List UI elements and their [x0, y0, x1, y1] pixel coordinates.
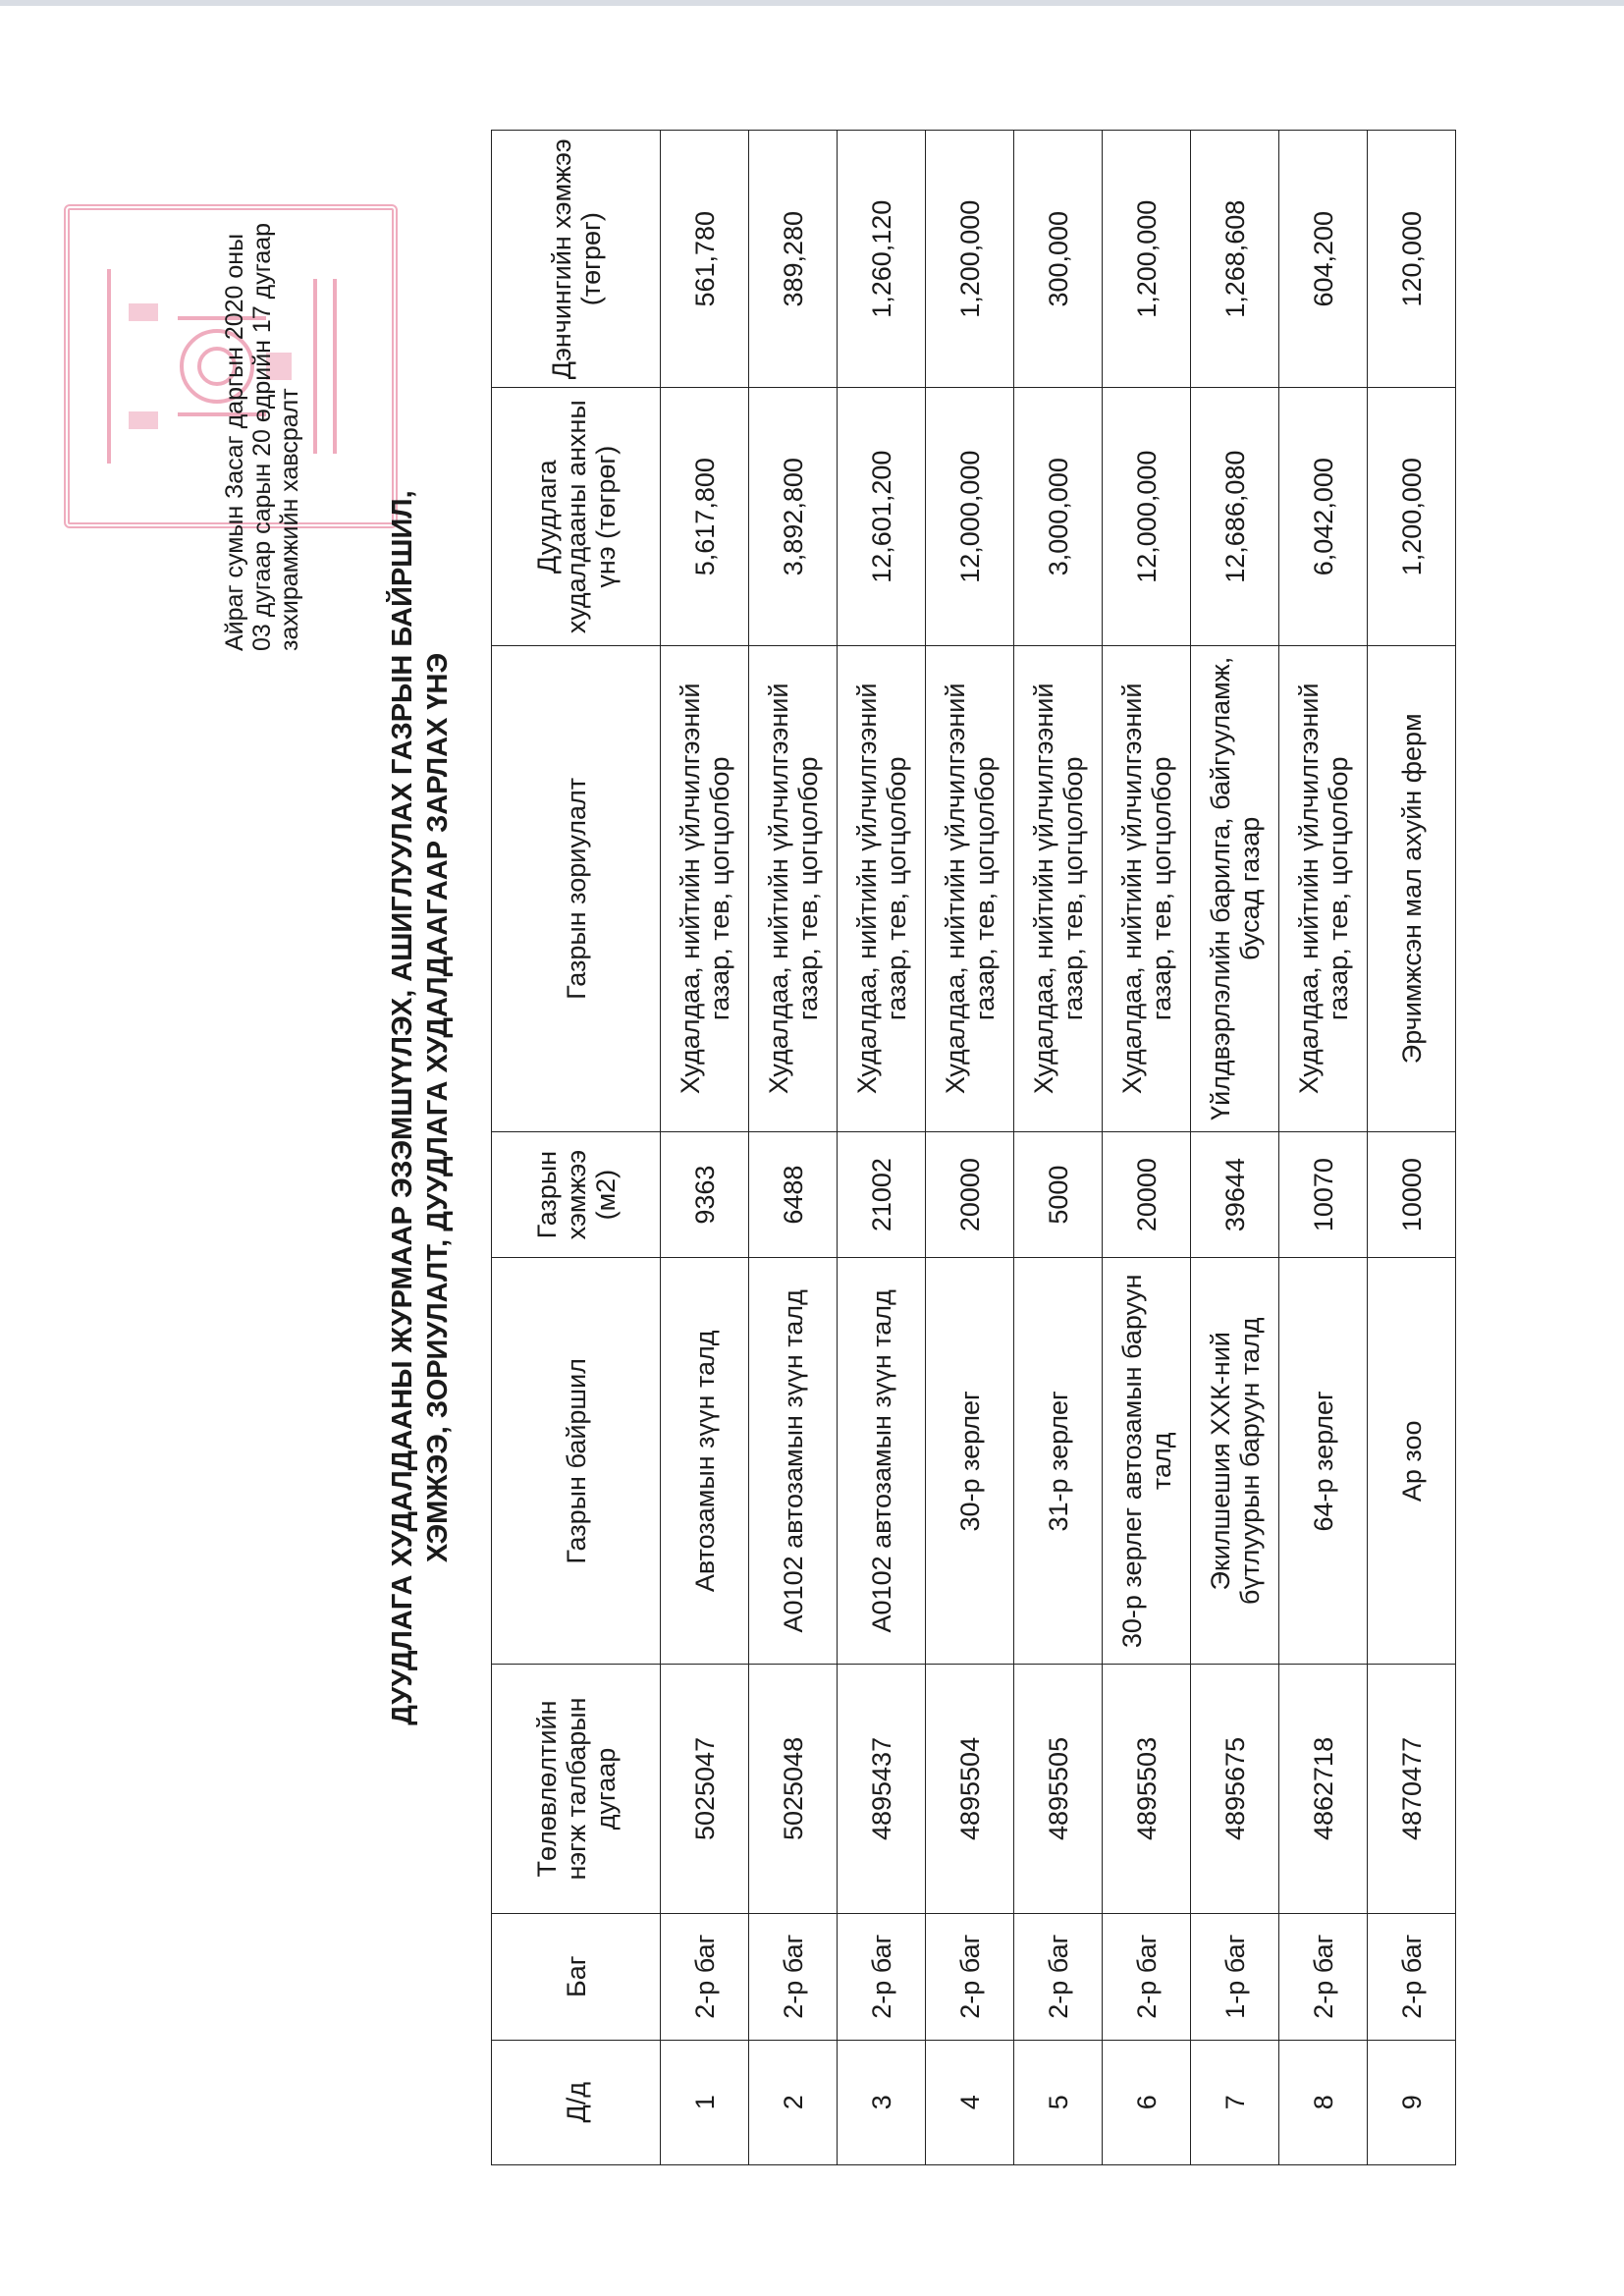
- cell-parcel-id: 4895503: [1103, 1665, 1191, 1914]
- rotated-page: Айраг сумын Засаг даргын 2020 оны 03 дугаар сарын 20 өдрийн 17 дугаар захирамжийн хавсралт ДУУДЛАГА ХУДАЛДААНЫ ЖУРМААР ЭЗЭМШҮҮЛЭХ, АШИГЛУУЛАХ ГАЗРЫН БАЙРШИЛ, ХЭМЖЭЭ, ЗОРИУЛАЛТ, ДУУДЛАГА ХУДАЛДААГААР ЗАРЛАХ ҮНЭ Д/д Баг Төлөвлөлтийн нэгж талбарын дугаар Газрын байршил Газрын хэмжээ (м2) Газрын зориулалт Дуудлага худалдааны анхны үнэ (төгрөг) Дэнчингийн хэмжээ (төгрөг) 1 2-р баг 5025047 Автозамын зүүн талд 9363 Худалдаа, нийтийн үйлчилгээний газар, тев, цогцолбор 5,617,800 561,780 2 2-р баг 5025048 А0102 автозамын зүүн талд 6488 Худалдаа, нийтийн үйлчилгээний газар, тев, цогцолбор 3,892,800 389,280 3 2-р баг 4895437 А0102 автозамын зүүн талд 21002 Худалдаа, нийтийн үйлчилгээний газар, тев, цогцолбор 12,601,200 1,260,120 4 2-р баг 4895504 30-р зерлег 20000 Худалдаа, нийтийн үйлчилгээний газар, тев, цогцолбор 12,000,000 1,200,000 5 2-р баг 4895505 31-р зерлег 5000 Худалдаа, нийтийн үйлчилгээний газар, тев, цогцолбор 3,000,000 300,000 6 2-р баг 4895503 30-р зерлег автозамын баруун талд 20000 Худалдаа, нийтийн үйлчилгээний газар, тев, цогцолбор 12,000,000 1,200,000 7 1-р баг 4895675 Экилшешия ХХК-ний бүтлуурын баруун талд 39644 Үйлдвэрлэлийн барилга, байгууламж, бусад газар 12,686,080 1,268,608 8 2-р баг 4862718 64-р зерлег 10070 Худалдаа, нийтийн үйлчилгээний газар, тев, цогцолбор 6,042,000 604,200 9 2-р баг 4870477 Ар зоо 10000 Эрчимжсэн мал ахуйн ферм 1,200,000 120,000: [0, 0, 1624, 2296]
- table-row: [749, 131, 838, 2165]
- table-row: [1368, 131, 1456, 2165]
- cell-location: Экилшешия ХХК-ний бүтлуурын баруун талд: [1191, 1258, 1279, 1665]
- cell-deposit: 300,000: [1014, 131, 1103, 388]
- table-row: [926, 131, 1014, 2165]
- cell-location: Ар зоо: [1368, 1258, 1456, 1665]
- document-title: [385, 263, 456, 1952]
- cell-deposit: 120,000: [1368, 131, 1456, 388]
- cell-starting-price: 12,000,000: [1103, 388, 1191, 645]
- cell-area: 6488: [749, 1131, 838, 1258]
- cell-deposit: 1,260,120: [838, 131, 926, 388]
- cell-area: 21002: [838, 1131, 926, 1258]
- cell-number: 2: [749, 2040, 838, 2164]
- land-auction-table: [491, 130, 1456, 2165]
- title-line-1: ДУУДЛАГА ХУДАЛДААНЫ ЖУРМААР ЭЗЭМШҮҮЛЭХ, АШИГЛУУЛАХ ГАЗРЫН БАЙРШИЛ,: [387, 490, 418, 1725]
- cell-bag: 2-р баг: [1014, 1913, 1103, 2040]
- cell-location: А0102 автозамын зүүн талд: [749, 1258, 838, 1665]
- cell-area: 5000: [1014, 1131, 1103, 1258]
- cell-bag: 2-р баг: [838, 1913, 926, 2040]
- cell-area: 39644: [1191, 1131, 1279, 1258]
- col-header-location: Газрын байршил: [492, 1258, 661, 1665]
- cell-area: 9363: [661, 1131, 749, 1258]
- table-row: [838, 131, 926, 2165]
- cell-purpose: Худалдаа, нийтийн үйлчилгээний газар, тев, цогцолбор: [1279, 645, 1368, 1131]
- cell-starting-price: 3,892,800: [749, 388, 838, 645]
- cell-starting-price: 1,200,000: [1368, 388, 1456, 645]
- cell-deposit: 1,268,608: [1191, 131, 1279, 388]
- col-header-parcel-id: Төлөвлөлтийн нэгж талбарын дугаар: [492, 1665, 661, 1914]
- cell-number: 4: [926, 2040, 1014, 2164]
- table-row: [661, 131, 749, 2165]
- cell-number: 1: [661, 2040, 749, 2164]
- cell-starting-price: 6,042,000: [1279, 388, 1368, 645]
- cell-bag: 2-р баг: [661, 1913, 749, 2040]
- table-header-row: [492, 131, 661, 2165]
- cell-location: 31-р зерлег: [1014, 1258, 1103, 1665]
- cell-deposit: 1,200,000: [926, 131, 1014, 388]
- cell-purpose: Худалдаа, нийтийн үйлчилгээний газар, тев, цогцолбор: [926, 645, 1014, 1131]
- col-header-purpose: Газрын зориулалт: [492, 645, 661, 1131]
- cell-number: 5: [1014, 2040, 1103, 2164]
- cell-bag: 2-р баг: [1103, 1913, 1191, 2040]
- cell-purpose: Худалдаа, нийтийн үйлчилгээний газар, тев, цогцолбор: [749, 645, 838, 1131]
- table-row: [1103, 131, 1191, 2165]
- cell-number: 7: [1191, 2040, 1279, 2164]
- cell-parcel-id: 4895675: [1191, 1665, 1279, 1914]
- cell-purpose: Худалдаа, нийтийн үйлчилгээний газар, тев, цогцолбор: [1103, 645, 1191, 1131]
- cell-parcel-id: 4862718: [1279, 1665, 1368, 1914]
- cell-bag: 2-р баг: [926, 1913, 1014, 2040]
- cell-area: 20000: [1103, 1131, 1191, 1258]
- cell-starting-price: 12,601,200: [838, 388, 926, 645]
- cell-deposit: 1,200,000: [1103, 131, 1191, 388]
- cell-number: 8: [1279, 2040, 1368, 2164]
- cell-number: 9: [1368, 2040, 1456, 2164]
- cell-location: 30-р зерлег: [926, 1258, 1014, 1665]
- cell-parcel-id: 4870477: [1368, 1665, 1456, 1914]
- cell-deposit: 604,200: [1279, 131, 1368, 388]
- cell-location: Автозамын зүүн талд: [661, 1258, 749, 1665]
- table-row: [1191, 131, 1279, 2165]
- col-header-number: Д/д: [492, 2040, 661, 2164]
- cell-bag: 2-р баг: [1279, 1913, 1368, 2040]
- col-header-deposit: Дэнчингийн хэмжээ (төгрөг): [492, 131, 661, 388]
- cell-starting-price: 12,686,080: [1191, 388, 1279, 645]
- cell-location: 30-р зерлег автозамын баруун талд: [1103, 1258, 1191, 1665]
- cell-parcel-id: 5025047: [661, 1665, 749, 1914]
- cell-purpose: Худалдаа, нийтийн үйлчилгээний газар, тев, цогцолбор: [838, 645, 926, 1131]
- cell-location: 64-р зерлег: [1279, 1258, 1368, 1665]
- cell-area: 20000: [926, 1131, 1014, 1258]
- cell-parcel-id: 4895504: [926, 1665, 1014, 1914]
- cell-area: 10000: [1368, 1131, 1456, 1258]
- cell-purpose: Эрчимжсэн мал ахуйн ферм: [1368, 645, 1456, 1131]
- cell-bag: 2-р баг: [749, 1913, 838, 2040]
- title-line-2: ХЭМЖЭЭ, ЗОРИУЛАЛТ, ДУУДЛАГА ХУДАЛДААГААР ЗАРЛАХ ҮНЭ: [422, 652, 454, 1563]
- table-row: [1279, 131, 1368, 2165]
- cell-deposit: 389,280: [749, 131, 838, 388]
- cell-bag: 2-р баг: [1368, 1913, 1456, 2040]
- cell-purpose: Худалдаа, нийтийн үйлчилгээний газар, тев, цогцолбор: [661, 645, 749, 1131]
- cell-purpose: Худалдаа, нийтийн үйлчилгээний газар, тев, цогцолбор: [1014, 645, 1103, 1131]
- cell-parcel-id: 4895505: [1014, 1665, 1103, 1914]
- col-header-bag: Баг: [492, 1913, 661, 2040]
- col-header-area: Газрын хэмжээ (м2): [492, 1131, 661, 1258]
- cell-starting-price: 3,000,000: [1014, 388, 1103, 645]
- cell-number: 3: [838, 2040, 926, 2164]
- col-header-starting-price: Дуудлага худалдааны анхны үнэ (төгрөг): [492, 388, 661, 645]
- cell-number: 6: [1103, 2040, 1191, 2164]
- table-row: [1014, 131, 1103, 2165]
- cell-deposit: 561,780: [661, 131, 749, 388]
- cell-area: 10070: [1279, 1131, 1368, 1258]
- cell-location: А0102 автозамын зүүн талд: [838, 1258, 926, 1665]
- cell-parcel-id: 4895437: [838, 1665, 926, 1914]
- cell-purpose: Үйлдвэрлэлийн барилга, байгууламж, бусад газар: [1191, 645, 1279, 1131]
- cell-bag: 1-р баг: [1191, 1913, 1279, 2040]
- cell-starting-price: 5,617,800: [661, 388, 749, 645]
- cell-parcel-id: 5025048: [749, 1665, 838, 1914]
- cell-starting-price: 12,000,000: [926, 388, 1014, 645]
